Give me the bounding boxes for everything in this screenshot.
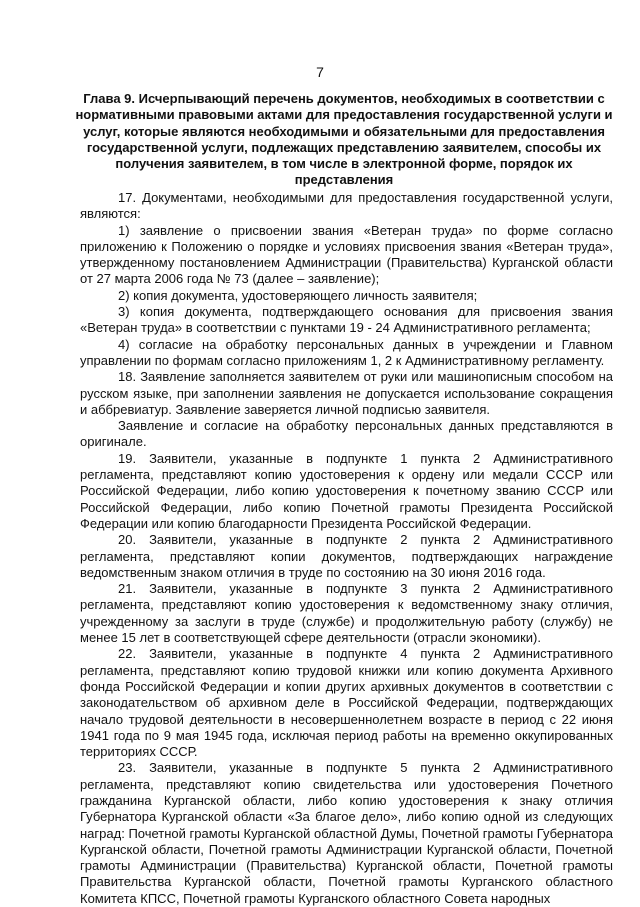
paragraph: 4) согласие на обработку персональных данных в учреждении и Главном управлении по формам согласно приложениям 1, 2 к Административному регламенту. bbox=[80, 336, 613, 368]
paragraph: Заявление и согласие на обработку персональных данных представляются в оригинале. bbox=[80, 418, 613, 450]
paragraph: 1) заявление о присвоении звания «Ветеран труда» по форме согласно приложению к Положению о порядке и условиях присвоения звания «Ветеран труда», утвержденному постановлением Администрации (Правительства) Курганской области от 27 марта 2006 года № 73 (далее – заявление); bbox=[80, 222, 613, 287]
paragraph: 17. Документами, необходимыми для предоставления государственной услуги, являются: bbox=[80, 190, 613, 222]
paragraph: 20. Заявители, указанные в подпункте 2 пункта 2 Административного регламента, представляют копии документов, подтверждающих награждение ведомственным знаком отличия в труде по состоянию на 30 июня 2016 года. bbox=[80, 532, 613, 580]
document-body bbox=[80, 190, 613, 907]
paragraph: 19. Заявители, указанные в подпункте 1 пункта 2 Административного регламента, представляют копию удостоверения к ордену или медали СССР или Российской Федерации, либо копию удостоверения к почетному званию СССР или Российской Федерации, либо копию Почетной грамоты Президента Российской Федерации или копию благодарности Президента Российской Федерации. bbox=[80, 450, 613, 531]
paragraph: 3) копия документа, подтверждающего основания для присвоения звания «Ветеран труда» в соответствии с пунктами 19 - 24 Административного регламента; bbox=[80, 304, 613, 336]
paragraph: 23. Заявители, указанные в подпункте 5 пункта 2 Административного регламента, представляют копию свидетельства или удостоверения Почетного гражданина Курганской области, либо копию удостоверения к знаку отличия Губернатора Курганской области «За благое дело», либо копию одной из следующих наград: Почетной грамоты Курганской областной Думы, Почетной грамоты Губернатора Курганской области, Почетной грамоты Администрации Курганской области, Почетной грамоты Администрации (Правительства) Курганской области, Почетной грамоты Правительства Курганской области, Почетной грамоты Курганского областного Комитета КПСС, Почетной грамоты Курганского областного Совета народных bbox=[80, 760, 613, 906]
page-number: 7 bbox=[316, 64, 324, 80]
chapter-heading: Глава 9. Исчерпывающий перечень документов, необходимых в соответствии с нормативными правовыми актами для предоставления государственной услуги и услуг, которые являются необходимыми и обязательными для предоставления государственной услуги, подлежащих представлению заявителем, способы их получения заявителем, в том числе в электронной форме, порядок их представления bbox=[75, 91, 613, 188]
paragraph: 21. Заявители, указанные в подпункте 3 пункта 2 Административного регламента, представляют копию удостоверения к ведомственному знаку отличия, учрежденному за заслуги в труде (службе) и продолжительную работу (службу) не менее 15 лет в соответствующей сфере деятельности (отрасли экономики). bbox=[80, 581, 613, 646]
paragraph: 2) копия документа, удостоверяющего личность заявителя; bbox=[118, 287, 478, 303]
paragraph: 22. Заявители, указанные в подпункте 4 пункта 2 Административного регламента, представляют копию трудовой книжки или копию документа Архивного фонда Российской Федерации и копии других архивных документов в соответствии с законодательством об архивном деле в Российской Федерации, подтверждающих начало трудовой деятельности в несовершеннолетнем возрасте в период с 22 июня 1941 года по 9 мая 1945 года, исключая период работы на временно оккупированных территориях СССР. bbox=[80, 646, 613, 760]
paragraph: 18. Заявление заполняется заявителем от руки или машинописным способом на русском языке, при заполнении заявления не допускается использование сокращения и аббревиатур. Заявление заверяется личной подписью заявителя. bbox=[80, 369, 613, 417]
